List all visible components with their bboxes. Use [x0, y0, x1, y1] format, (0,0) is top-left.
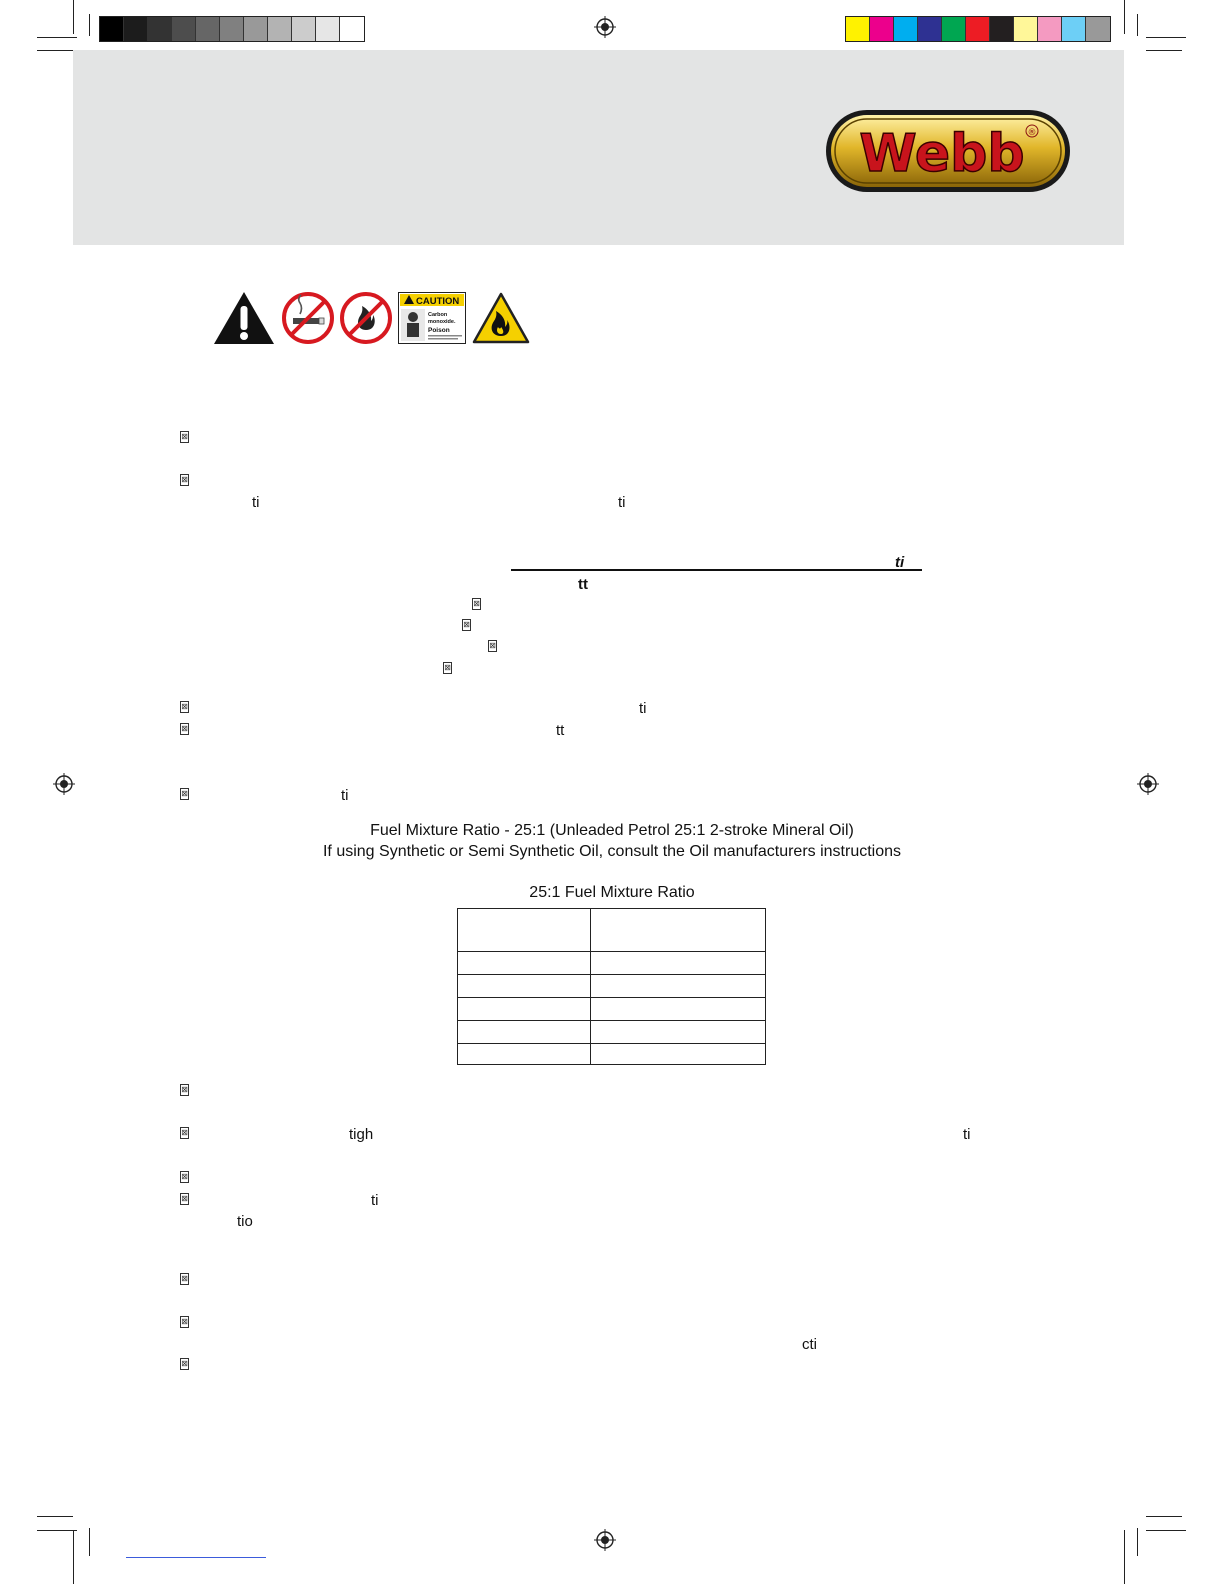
bullet-marker: ⊠	[181, 1085, 188, 1094]
caution-sign-line1: Carbon	[428, 312, 448, 318]
table-row	[458, 998, 766, 1021]
registration-mark-icon	[594, 16, 616, 38]
no-open-flame-icon	[340, 292, 392, 344]
color-swatch	[918, 17, 942, 41]
bullet-marker: ⊠	[181, 1274, 188, 1283]
bullet-marker: ⊠	[463, 620, 470, 629]
text-fragment: tt	[578, 576, 588, 593]
color-swatch	[846, 17, 870, 41]
table-cell	[591, 1044, 766, 1065]
bullet-marker: ⊠	[181, 789, 188, 798]
color-swatch	[1086, 17, 1110, 41]
table-cell	[458, 1021, 591, 1044]
color-swatch	[1062, 17, 1086, 41]
color-swatch	[124, 17, 148, 41]
text-fragment: tigh	[349, 1126, 374, 1143]
crop-mark-br-v	[1124, 1530, 1125, 1584]
caution-sign-header: CAUTION	[416, 296, 460, 307]
fuel-mixture-table	[457, 908, 766, 1065]
bullet-marker: ⊠	[181, 432, 188, 441]
color-swatch	[340, 17, 364, 41]
crop-mark-tl-v	[73, 0, 74, 34]
caution-sign-line2: monoxide.	[428, 319, 456, 325]
warning-exclamation-icon	[212, 290, 276, 346]
bullet-marker: ⊠	[181, 1194, 188, 1203]
crop-mark-br-h	[1146, 1516, 1182, 1517]
crop-mark-bl-v	[73, 1530, 74, 1584]
caution-sign-line3: Poison	[428, 327, 450, 334]
crop-mark-tl-h2	[37, 50, 73, 51]
text-fragment: ti	[371, 1192, 379, 1209]
registered-mark: ®	[1027, 128, 1037, 138]
table-cell	[591, 975, 766, 998]
safety-icons-strip	[212, 290, 530, 346]
color-swatch	[966, 17, 990, 41]
text-fragment: ti	[341, 787, 349, 804]
process-color-bar	[845, 16, 1111, 42]
crop-mark-tr-h2	[1146, 50, 1182, 51]
webb-logo	[824, 108, 1072, 194]
text-fragment: ti	[618, 494, 626, 511]
crop-mark-tr-v	[1124, 0, 1125, 34]
color-swatch	[292, 17, 316, 41]
crop-mark-bl-h2	[37, 1530, 77, 1531]
color-swatch	[870, 17, 894, 41]
logo-text: Webb	[859, 124, 1025, 184]
table-row	[458, 952, 766, 975]
table-cell	[591, 1021, 766, 1044]
bullet-marker: ⊠	[181, 1172, 188, 1181]
registration-mark-icon	[53, 773, 75, 795]
color-swatch	[196, 17, 220, 41]
registration-mark-icon	[594, 1529, 616, 1551]
table-row	[458, 975, 766, 998]
oil-note-line: If using Synthetic or Semi Synthetic Oil, consult the Oil manufacturers instructions	[322, 843, 902, 860]
greyscale-color-bar	[99, 16, 365, 42]
bullet-marker: ⊠	[181, 1128, 188, 1137]
text-fragment: ti	[895, 554, 905, 571]
crop-mark-bl-h	[37, 1516, 73, 1517]
text-fragment: ti	[963, 1126, 971, 1143]
color-swatch	[894, 17, 918, 41]
crop-mark-br-h2	[1146, 1530, 1186, 1531]
table-cell	[591, 952, 766, 975]
color-swatch	[244, 17, 268, 41]
no-smoking-icon	[282, 292, 334, 344]
text-fragment: ti	[639, 700, 647, 717]
table-row	[458, 1021, 766, 1044]
crop-mark-tl-h	[37, 37, 77, 38]
bullet-marker: ⊠	[181, 724, 188, 733]
crop-mark-bl-v2	[89, 1528, 90, 1556]
text-fragment: cti	[802, 1336, 817, 1353]
bullet-marker: ⊠	[181, 475, 188, 484]
table-row	[458, 909, 766, 952]
table-cell	[458, 952, 591, 975]
color-swatch	[942, 17, 966, 41]
caution-carbon-monoxide-sign-icon	[398, 292, 466, 344]
table-cell	[458, 909, 591, 952]
bullet-marker: ⊠	[181, 1359, 188, 1368]
color-swatch	[220, 17, 244, 41]
crop-mark-br-v2	[1137, 1528, 1138, 1556]
color-swatch	[1038, 17, 1062, 41]
table-caption: 25:1 Fuel Mixture Ratio	[529, 884, 695, 901]
table-cell	[458, 998, 591, 1021]
text-fragment: tio	[237, 1213, 253, 1230]
text-fragment: tt	[556, 722, 565, 739]
color-swatch	[148, 17, 172, 41]
crop-mark-tl-v2	[89, 14, 90, 36]
bullet-marker: ⊠	[444, 663, 451, 672]
color-swatch	[1014, 17, 1038, 41]
footer-link-underline[interactable]	[126, 1557, 266, 1558]
registration-mark-icon	[1137, 773, 1159, 795]
color-swatch	[268, 17, 292, 41]
table-cell	[591, 909, 766, 952]
text-fragment: ti	[252, 494, 260, 511]
color-swatch	[100, 17, 124, 41]
crop-mark-tr-v2	[1137, 14, 1138, 36]
color-swatch	[172, 17, 196, 41]
table-cell	[458, 975, 591, 998]
table-cell	[458, 1044, 591, 1065]
color-swatch	[316, 17, 340, 41]
bullet-marker: ⊠	[181, 1317, 188, 1326]
table-cell	[591, 998, 766, 1021]
flammable-warning-icon	[472, 292, 530, 344]
bullet-marker: ⊠	[181, 702, 188, 711]
table-row	[458, 1044, 766, 1065]
bullet-marker: ⊠	[473, 599, 480, 608]
bullet-marker: ⊠	[489, 641, 496, 650]
fuel-ratio-line: Fuel Mixture Ratio - 25:1 (Unleaded Petrol 25:1 2-stroke Mineral Oil)	[370, 822, 854, 839]
underline-rule	[511, 569, 922, 571]
color-swatch	[990, 17, 1014, 41]
crop-mark-tr-h	[1146, 37, 1186, 38]
